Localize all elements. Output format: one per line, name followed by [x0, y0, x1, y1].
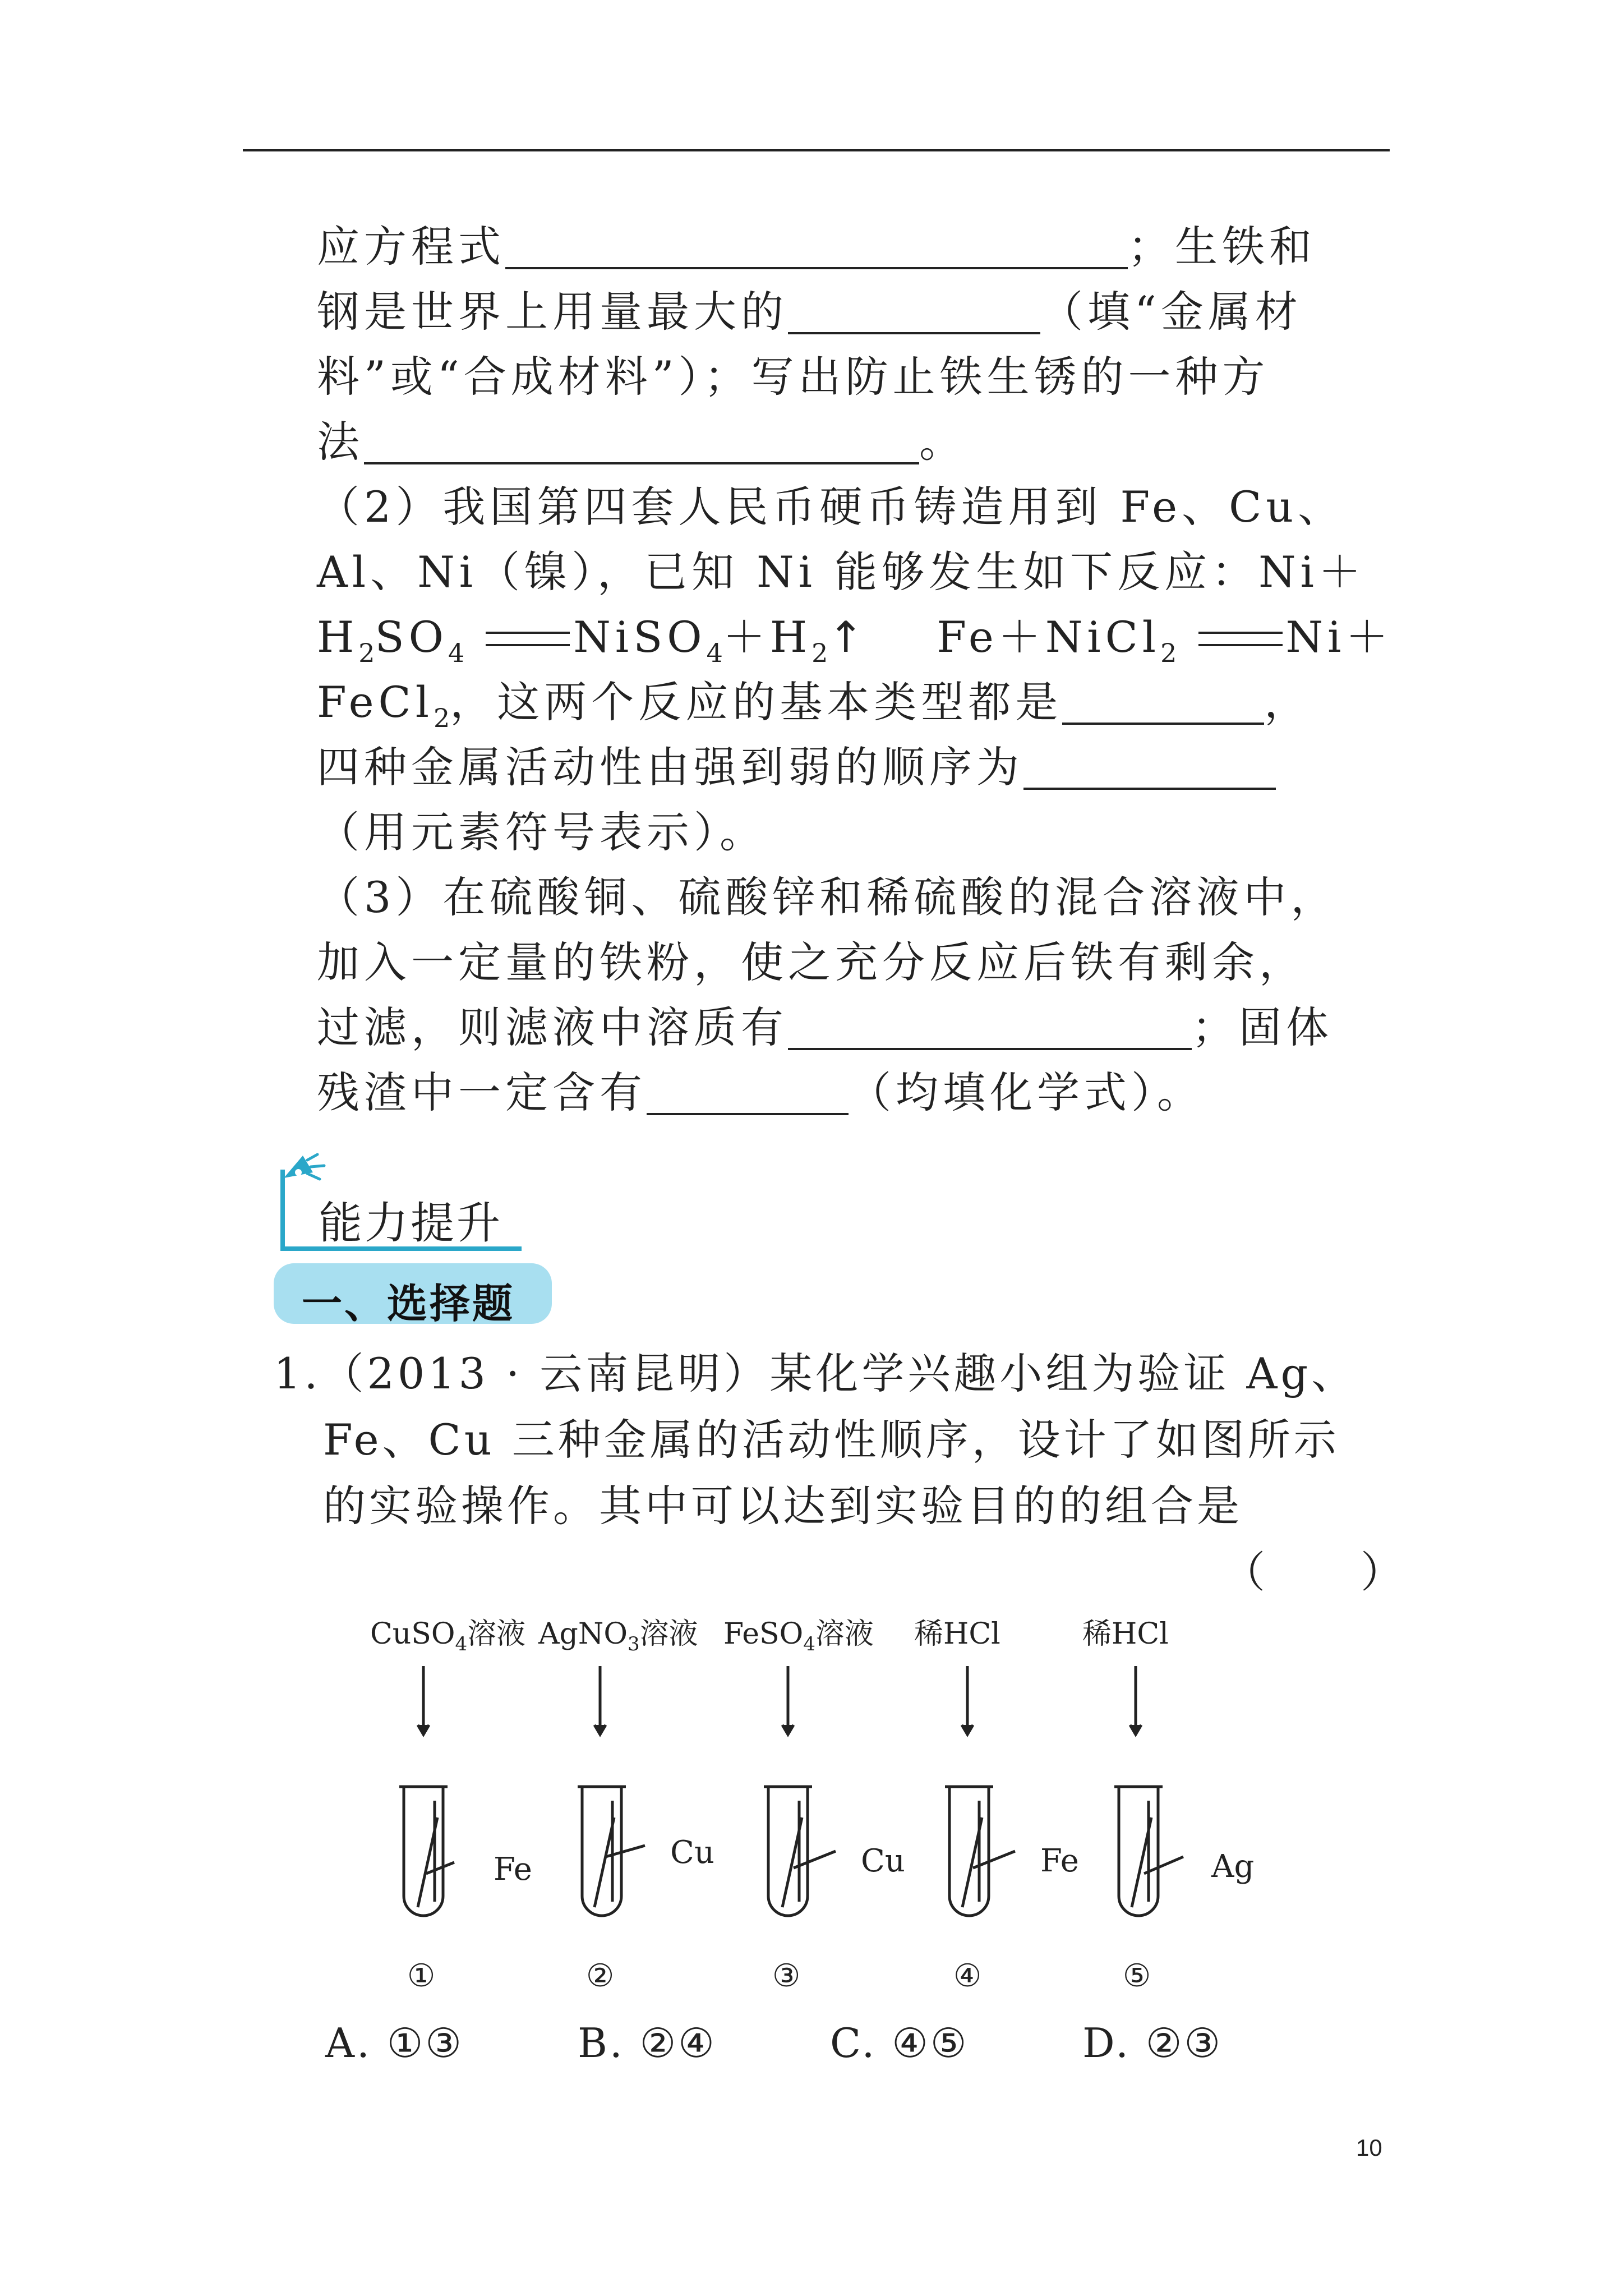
choice-c[interactable]: C. ④⑤: [830, 2019, 969, 2067]
metal-label-5: Ag: [1211, 1848, 1255, 1885]
answer-blank-reaction-type[interactable]: [1062, 683, 1264, 725]
text: ；生铁和: [1128, 222, 1316, 272]
text: 钢是世界上用量最大的: [317, 287, 788, 337]
test-tube-3: [764, 1666, 836, 1916]
text: Ni＋: [1285, 612, 1393, 662]
subscript: 4: [706, 638, 723, 668]
text: ＋H: [722, 612, 812, 662]
reagent-label-2: AgNO$_3$溶液: [538, 1617, 698, 1655]
gas-arrow-icon: ↑: [828, 612, 869, 662]
test-tube-1: [399, 1666, 454, 1916]
choice-b[interactable]: B. ②④: [578, 2019, 717, 2067]
part3-line2: 加入一定量的铁粉，使之充分反应后铁有剩余，: [317, 937, 1306, 987]
part2-line6: （用元素符号表示）。: [317, 807, 767, 857]
text: ；固体: [1192, 1002, 1333, 1052]
part1-line3: 料”或“合成材料”）；写出防止铁生锈的一种方: [317, 352, 1270, 402]
tube-number-1: ①: [407, 1958, 436, 1994]
test-tube-4: [945, 1666, 1015, 1916]
part2-line1: （2）我国第四套人民币硬币铸造用到 Fe、Cu、: [317, 482, 1345, 532]
answer-blank-solute[interactable]: [788, 1009, 1192, 1050]
test-tube-2: [578, 1666, 645, 1916]
metal-label-3: Cu: [861, 1843, 905, 1879]
tube-number-3: ③: [772, 1958, 801, 1994]
part3-line1: （3）在硫酸铜、硫酸锌和稀硫酸的混合溶液中，: [317, 872, 1338, 922]
text: ，: [1264, 677, 1312, 727]
text: ，这两个反应的基本类型都是: [450, 677, 1063, 727]
choice-d[interactable]: D. ②③: [1082, 2019, 1223, 2067]
reagent-label-3: FeSO$_4$溶液: [723, 1617, 874, 1655]
test-tube-5: [1114, 1666, 1183, 1916]
metal-label-4: Fe: [1040, 1843, 1079, 1879]
text: SO: [375, 612, 448, 662]
text: （填“金属材: [1040, 287, 1302, 337]
text: Fe＋NiCl: [937, 612, 1161, 662]
text: 过滤，则滤液中溶质有: [317, 1002, 788, 1052]
question-1-line2: Fe、Cu 三种金属的活动性顺序，设计了如图所示: [323, 1415, 1340, 1465]
subscript: 2: [434, 703, 450, 733]
choice-a[interactable]: A. ①③: [325, 2019, 464, 2067]
tube-number-4: ④: [953, 1958, 982, 1994]
question-type-badge: [274, 1263, 552, 1327]
text: 四种金属活动性由强到弱的顺序为: [317, 742, 1023, 792]
answer-blank-residue[interactable]: [647, 1074, 849, 1115]
part2-line5: [317, 735, 1276, 800]
subscript: 2: [358, 638, 375, 668]
tube-number-5: ⑤: [1123, 1958, 1151, 1994]
text: H: [317, 612, 359, 662]
text: （均填化学式）。: [849, 1068, 1204, 1117]
part3-line4: [317, 1060, 1204, 1125]
question-1-line1: 1.（2013 · 云南昆明）某化学兴趣小组为验证 Ag、: [274, 1349, 1358, 1398]
equals-sign-icon: [486, 632, 570, 646]
answer-blank-rust-method[interactable]: [364, 423, 919, 464]
part3-line3: [317, 995, 1333, 1060]
reagent-label-4: 稀HCl: [914, 1617, 1000, 1651]
page-number: 10: [1356, 2134, 1382, 2161]
equals-sign-icon: [1198, 632, 1283, 646]
subscript: 4: [448, 638, 465, 668]
text: 应方程式: [317, 222, 505, 272]
part1-line1: [317, 214, 1316, 279]
part1-line2: [317, 279, 1302, 344]
answer-blank-equation[interactable]: [505, 228, 1128, 269]
ability-section-header: [274, 1144, 526, 1251]
test-tube-figure: [359, 1610, 1424, 2014]
metal-label-2: Cu: [670, 1834, 714, 1871]
test-tubes-drawing: [359, 1649, 1424, 1963]
text: 法: [317, 417, 364, 467]
text: FeCl: [317, 677, 434, 727]
answer-blank-material[interactable]: [788, 293, 1040, 334]
answer-paren[interactable]: （ ）: [1223, 1547, 1407, 1597]
tube-number-2: ②: [586, 1958, 615, 1994]
subscript: 2: [811, 638, 828, 668]
reagent-label-1: CuSO$_4$溶液: [370, 1617, 526, 1655]
metal-label-1: Fe: [494, 1851, 532, 1888]
ability-bracket-vertical: [280, 1170, 285, 1251]
answer-blank-activity-order[interactable]: [1023, 748, 1276, 790]
subscript: 2: [1160, 638, 1177, 668]
question-1-line3: 的实验操作。其中可以达到实验目的的组合是: [323, 1481, 1243, 1531]
question-type-label: 一、选择题: [302, 1280, 515, 1327]
text: NiSO: [573, 612, 707, 662]
text: 残渣中一定含有: [317, 1068, 647, 1117]
reagent-label-5: 稀HCl: [1082, 1617, 1169, 1651]
part2-line2: Al、Ni（镍），已知 Ni 能够发生如下反应：Ni＋: [317, 547, 1366, 597]
header-rule: [243, 149, 1390, 151]
part1-line4: [317, 409, 966, 475]
ability-section-title: 能力提升: [319, 1198, 503, 1249]
text: 。: [919, 417, 966, 467]
